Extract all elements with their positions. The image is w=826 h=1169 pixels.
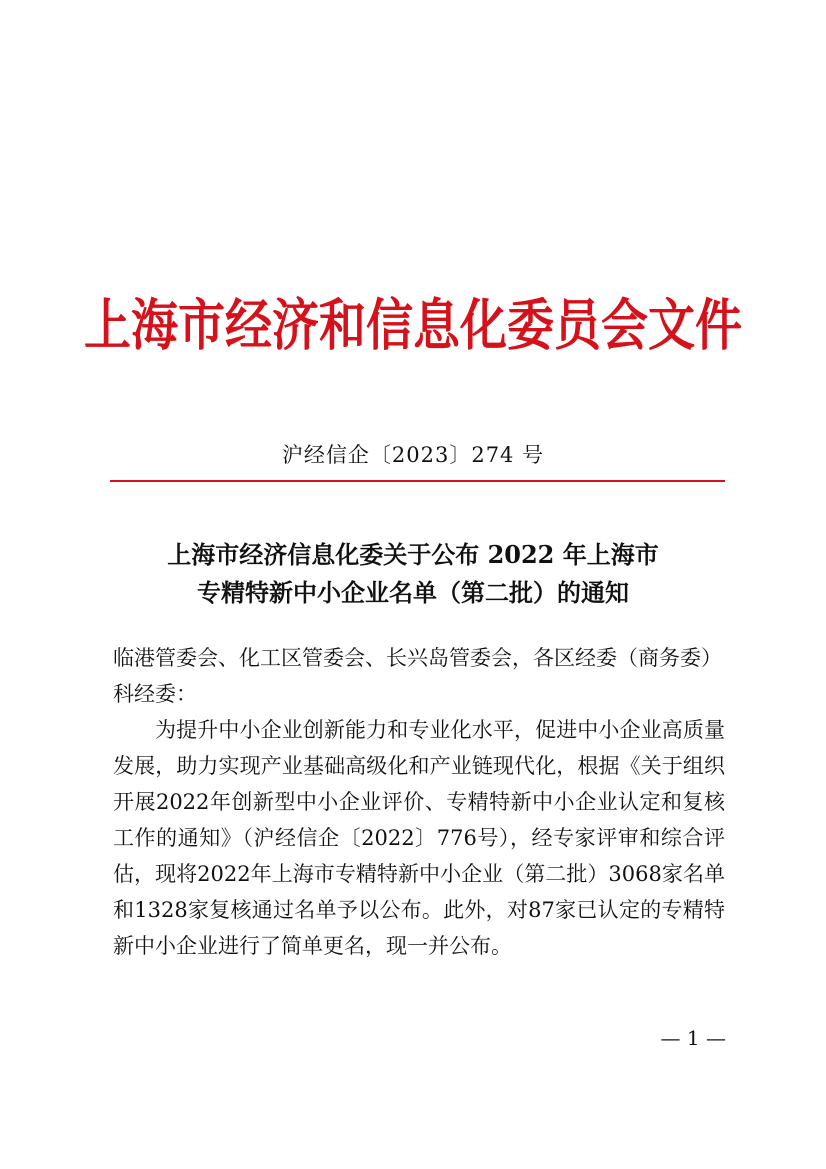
- salutation: 临港管委会、化工区管委会、长兴岛管委会，各区经委（商务委）科经委：: [113, 646, 722, 706]
- document-masthead: 上海市经济和信息化委员会文件: [84, 293, 742, 359]
- title-line-1: 上海市经济信息化委关于公布 2022 年上海市: [167, 540, 659, 569]
- body-paragraph: 为提升中小企业创新能力和专业化水平，促进中小企业高质量发展，助力实现产业基础高级化和产业链现代化，根据《关于组织开展2022年创新型中小企业评价、专精特新中小企业认定和复核工作的通知》（沪经信企〔2022〕776号），经专家评审和综合评估，现将2022年上海市专精特新中小企业（第二批）3068家名单和1328家复核通过名单予以公布。此外，对87家已认定的专精特新中小企业进行了简单更名，现一并公布。: [113, 718, 725, 958]
- red-separator-line: [110, 480, 725, 482]
- title-line-2: 专精特新中小企业名单（第二批）的通知: [197, 578, 629, 607]
- document-body: [113, 640, 725, 964]
- document-title: [0, 536, 826, 612]
- page-number: — 1 —: [660, 1026, 726, 1050]
- document-number: 沪经信企〔2023〕274 号: [281, 443, 545, 467]
